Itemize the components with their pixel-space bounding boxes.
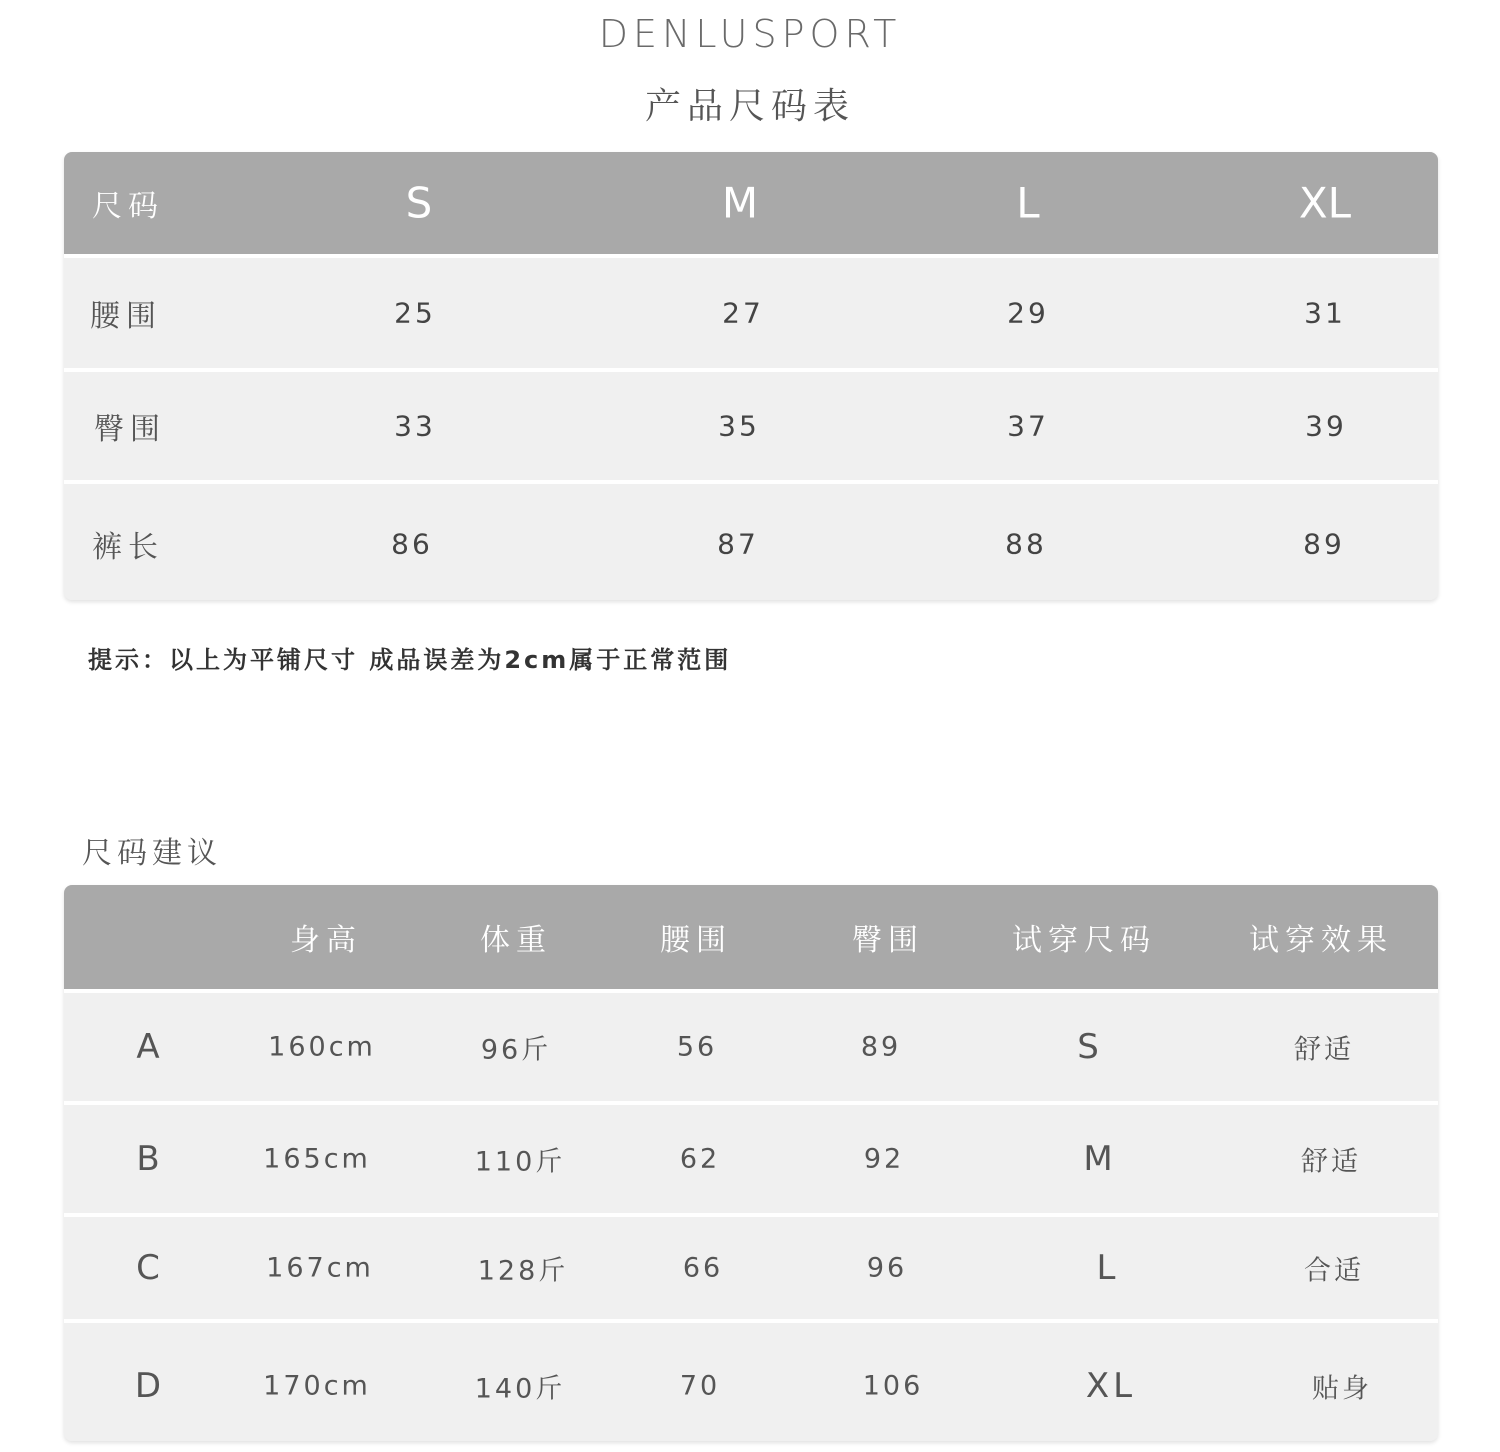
- row-label: 裤长: [92, 530, 164, 565]
- table-cell: 87: [717, 527, 759, 561]
- fit-cell: 舒适: [1301, 1146, 1361, 1178]
- table-row: [64, 989, 1438, 1101]
- table-row: [64, 480, 1438, 600]
- table-cell: 25: [394, 296, 436, 330]
- size-cell: L: [1096, 1248, 1120, 1288]
- row-id: C: [136, 1248, 164, 1288]
- header-size-m: M: [721, 178, 759, 228]
- hip-cell: 96: [866, 1252, 908, 1284]
- hip-cell: 106: [862, 1370, 924, 1402]
- row-label: 臀围: [94, 412, 166, 447]
- hip-cell: 89: [860, 1031, 902, 1063]
- header-weight: 体重: [480, 923, 552, 958]
- row-id: D: [134, 1366, 166, 1406]
- size-cell: S: [1077, 1027, 1103, 1067]
- row-id: A: [136, 1027, 164, 1067]
- table-cell: 33: [394, 409, 436, 443]
- size-table: [64, 152, 1438, 600]
- hip-cell: 92: [863, 1143, 905, 1175]
- weight-cell: 96斤: [480, 1034, 552, 1066]
- height-cell: 165cm: [263, 1143, 371, 1175]
- suggestion-table-header: [64, 885, 1438, 989]
- fit-cell: 贴身: [1312, 1373, 1372, 1405]
- waist-cell: 70: [679, 1370, 721, 1402]
- header-height: 身高: [290, 923, 362, 958]
- weight-cell: 128斤: [477, 1255, 569, 1287]
- weight-cell: 110斤: [474, 1146, 566, 1178]
- header-size-xl: XL: [1298, 178, 1352, 228]
- size-cell: XL: [1085, 1366, 1137, 1406]
- fit-cell: 舒适: [1294, 1034, 1354, 1066]
- height-cell: 160cm: [268, 1031, 376, 1063]
- waist-cell: 66: [682, 1252, 724, 1284]
- table-row: [64, 1213, 1438, 1319]
- header-hip: 臀围: [852, 923, 924, 958]
- suggestion-table: [64, 885, 1438, 1441]
- table-cell: 37: [1007, 409, 1049, 443]
- fit-cell: 合适: [1304, 1255, 1364, 1287]
- brand-logo: DENLUSPORT: [598, 12, 902, 56]
- page-title: 产品尺码表: [644, 86, 855, 127]
- table-cell: 31: [1304, 296, 1346, 330]
- table-cell: 29: [1007, 296, 1049, 330]
- measurement-note: 提示：以上为平铺尺寸 成品误差为2cm属于正常范围: [88, 646, 732, 674]
- header-size-s: S: [405, 178, 433, 228]
- height-cell: 170cm: [263, 1370, 371, 1402]
- table-cell: 35: [718, 409, 760, 443]
- size-cell: M: [1083, 1139, 1117, 1179]
- header-waist: 腰围: [660, 923, 732, 958]
- row-label: 腰围: [90, 299, 162, 334]
- weight-cell: 140斤: [474, 1373, 566, 1405]
- table-cell: 89: [1303, 527, 1345, 561]
- header-size-l: L: [1016, 178, 1040, 228]
- section-title: 尺码建议: [82, 836, 222, 871]
- table-row: [64, 254, 1438, 368]
- table-cell: 27: [722, 296, 764, 330]
- row-id: B: [136, 1139, 164, 1179]
- waist-cell: 62: [679, 1143, 721, 1175]
- header-try-size: 试穿尺码: [1012, 923, 1156, 958]
- table-cell: 86: [391, 527, 433, 561]
- table-cell: 88: [1005, 527, 1047, 561]
- table-row: [64, 368, 1438, 480]
- table-cell: 39: [1305, 409, 1347, 443]
- header-try-effect: 试穿效果: [1249, 923, 1393, 958]
- waist-cell: 56: [676, 1031, 718, 1063]
- table-row: [64, 1319, 1438, 1441]
- header-label: 尺码: [92, 189, 164, 224]
- table-row: [64, 1101, 1438, 1213]
- size-table-header: [64, 152, 1438, 254]
- height-cell: 167cm: [266, 1252, 374, 1284]
